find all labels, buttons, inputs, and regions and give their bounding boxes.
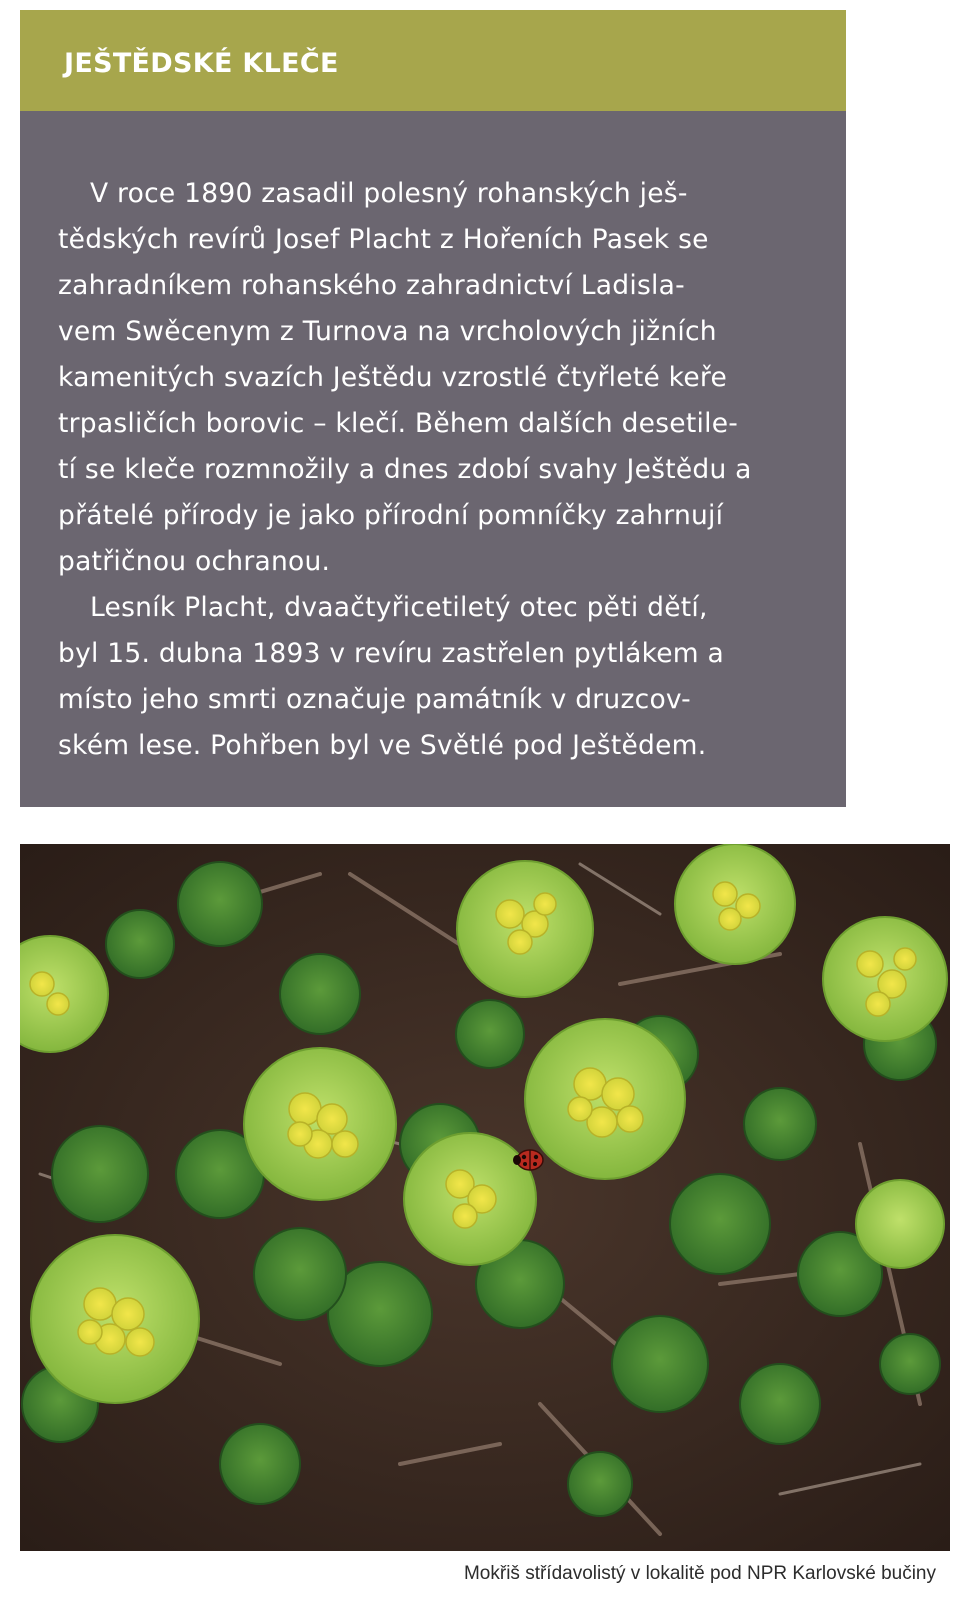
text-line: trpasličích borovic – klečí. Během dalších desetile- <box>58 408 739 439</box>
text-line: tědských revírů Josef Placht z Hořeních Pasek se <box>58 224 709 255</box>
text-line: přátelé přírody je jako přírodní pomníčky zahrnují <box>58 500 724 531</box>
info-box-title: JEŠTĚDSKÉ KLEČE <box>64 48 339 79</box>
text-line: patřičnou ochranou. <box>58 546 331 577</box>
text-line: V roce 1890 zasadil polesný rohanských ješ- <box>90 178 688 209</box>
text-line: ském lese. Pohřben byl ve Světlé pod Ještědem. <box>58 730 707 761</box>
text-line: kamenitých svazích Ještědu vzrostlé čtyřleté keře <box>58 362 728 393</box>
photo-caption: Mokřiš střídavolistý v lokalitě pod NPR Karlovské bučiny <box>463 1563 936 1584</box>
text-line: vem Swěcenym z Turnova na vrcholových jižních <box>58 316 717 347</box>
text-line: místo jeho smrti označuje památník v druzcov- <box>58 684 691 715</box>
text-line: tí se kleče rozmnožily a dnes zdobí svahy Ještědu a <box>58 454 752 485</box>
text-line: Lesník Placht, dvaačtyřicetiletý otec pěti dětí, <box>90 592 708 623</box>
info-box-header <box>20 10 846 111</box>
plant-photo <box>20 844 950 1551</box>
text-line: byl 15. dubna 1893 v revíru zastřelen pytlákem a <box>58 638 725 669</box>
text-line: zahradníkem rohanského zahradnictví Ladisla- <box>58 270 685 301</box>
info-box <box>20 10 846 807</box>
info-box-body <box>58 171 828 769</box>
